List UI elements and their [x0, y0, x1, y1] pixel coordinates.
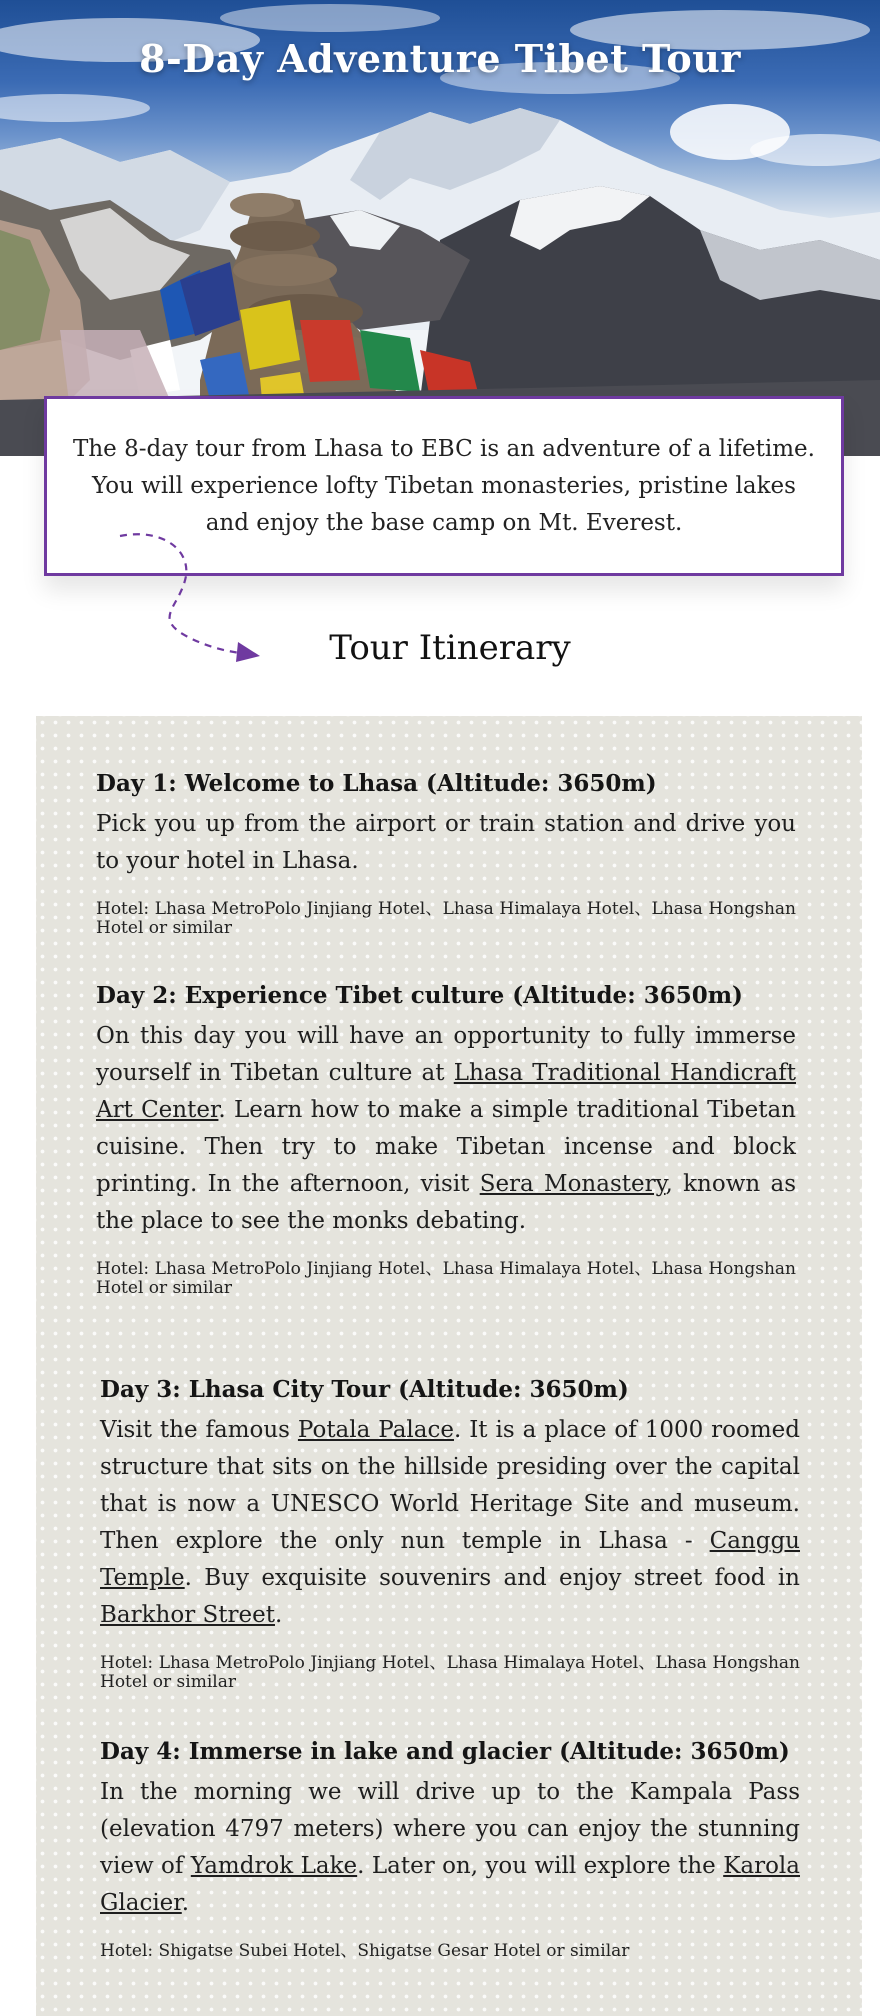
day-description — [100, 1412, 800, 1634]
page-title: 8-Day Adventure Tibet Tour — [139, 36, 741, 81]
desc-text: . It is a place of 1000 roomed structure that sits on the hillside presiding over the capital that is now a UNESCO World Heritage Site and museum. Then explore the only nun temple in Lhasa - — [100, 1417, 800, 1554]
day-title: Day 3: Lhasa City Tour (Altitude: 3650m) — [100, 1376, 629, 1403]
scalloped-edge — [856, 716, 862, 2016]
itinerary-panel — [36, 716, 862, 2016]
intro-text: The 8-day tour from Lhasa to EBC is an adventure of a lifetime. You will experience lofty Tibetan monasteries, pristine lakes and enjoy the base camp on Mt. Everest. — [73, 435, 815, 536]
desc-text: . Buy exquisite souvenirs and enjoy street food in — [184, 1565, 800, 1591]
day-title: Day 1: Welcome to Lhasa (Altitude: 3650m) — [96, 770, 657, 797]
day-hotel: Hotel: Lhasa MetroPolo Jinjiang Hotel、Lhasa Himalaya Hotel、Lhasa Hongshan Hotel or similar — [96, 1259, 796, 1298]
day-hotel: Hotel: Shigatse Subei Hotel、Shigatse Gesar Hotel or similar — [100, 1941, 630, 1961]
day-description: Pick you up from the airport or train station and drive you to your hotel in Lhasa. — [96, 811, 796, 874]
link-barkhor-street[interactable]: Barkhor Street — [100, 1602, 275, 1628]
day-hotel: Hotel: Lhasa MetroPolo Jinjiang Hotel、Lhasa Himalaya Hotel、Lhasa Hongshan Hotel or similar — [96, 899, 796, 938]
desc-text: , known as the place to see the monks debating. — [96, 1171, 796, 1234]
desc-text: Visit the famous — [100, 1417, 298, 1443]
desc-text: . Learn how to make a simple traditional Tibetan cuisine. Then try to make Tibetan incense and block printing. In the afternoon, visit — [96, 1097, 796, 1197]
desc-text: . — [274, 1602, 283, 1628]
scalloped-edge — [36, 716, 862, 722]
desc-text: . — [181, 1890, 190, 1916]
link-sera-monastery[interactable]: Sera Monastery — [479, 1171, 666, 1197]
day-title: Day 4: Immerse in lake and glacier (Altitude: 3650m) — [100, 1738, 790, 1765]
day-item — [96, 980, 796, 1298]
day-description — [100, 1774, 800, 1922]
scalloped-edge — [36, 716, 42, 2016]
link-canggu-temple[interactable]: Canggu Temple — [100, 1528, 800, 1591]
day-hotel: Hotel: Lhasa MetroPolo Jinjiang Hotel、Lhasa Himalaya Hotel、Lhasa Hongshan Hotel or similar — [100, 1653, 800, 1692]
day-item — [100, 1736, 800, 1961]
itinerary-heading: Tour Itinerary — [329, 628, 571, 668]
day-item — [100, 1374, 800, 1692]
day-title: Day 2: Experience Tibet culture (Altitude: 3650m) — [96, 982, 743, 1009]
hero-banner — [0, 0, 880, 456]
desc-text: . Later on, you will explore the — [357, 1853, 724, 1879]
desc-text: On this day you will have an opportunity to fully immerse yourself in Tibetan culture at — [96, 1023, 796, 1086]
day-item — [96, 768, 796, 938]
link-yamdrok-lake[interactable]: Yamdrok Lake — [190, 1853, 358, 1879]
day-description — [96, 1018, 796, 1240]
desc-text: In the morning we will drive up to the Kampala Pass (elevation 4797 meters) where you can enjoy the stunning view of — [100, 1779, 800, 1879]
link-lhasa-handicraft-center[interactable]: Lhasa Traditional Handicraft Art Center — [96, 1060, 796, 1123]
link-karola-glacier[interactable]: Karola Glacier — [100, 1853, 800, 1916]
link-potala-palace[interactable]: Potala Palace — [297, 1417, 454, 1443]
dashed-arrow-icon — [110, 528, 270, 668]
